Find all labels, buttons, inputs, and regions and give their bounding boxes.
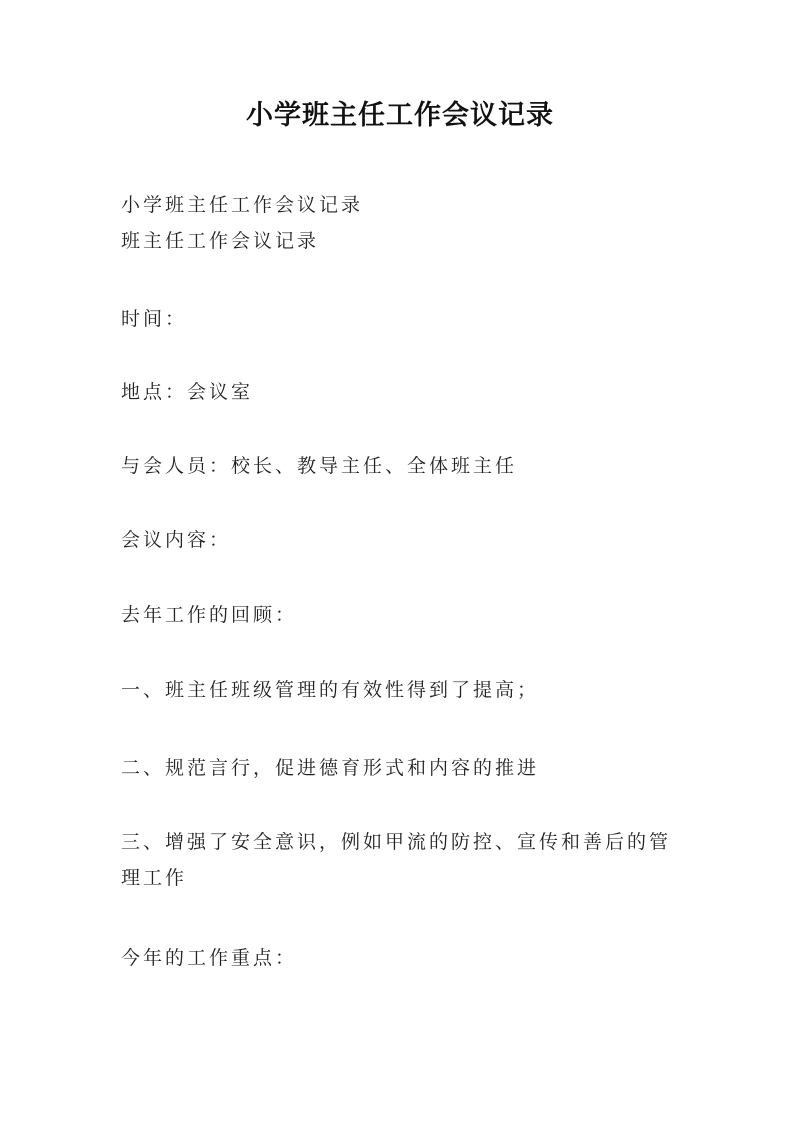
meeting-time: 时间： [121,308,188,330]
review-item: 一、班主任班级管理的有效性得到了提高； [121,679,540,701]
document-title: 小学班主任工作会议记录 [246,100,554,131]
meeting-place: 地点：会议室 [121,381,254,403]
subtitle-line-2: 班主任工作会议记录 [121,230,320,252]
review-heading: 去年工作的回顾： [121,604,298,626]
review-item: 三、增强了安全意识，例如甲流的防控、宣传和善后的管理工作 [121,831,672,889]
subtitle-line-1: 小学班主任工作会议记录 [121,194,364,216]
meeting-attendees: 与会人员：校长、教导主任、全体班主任 [121,455,518,477]
content-heading: 会议内容： [121,529,232,551]
review-item: 二、规范言行，促进德育形式和内容的推进 [121,757,540,779]
focus-heading: 今年的工作重点： [121,947,298,969]
